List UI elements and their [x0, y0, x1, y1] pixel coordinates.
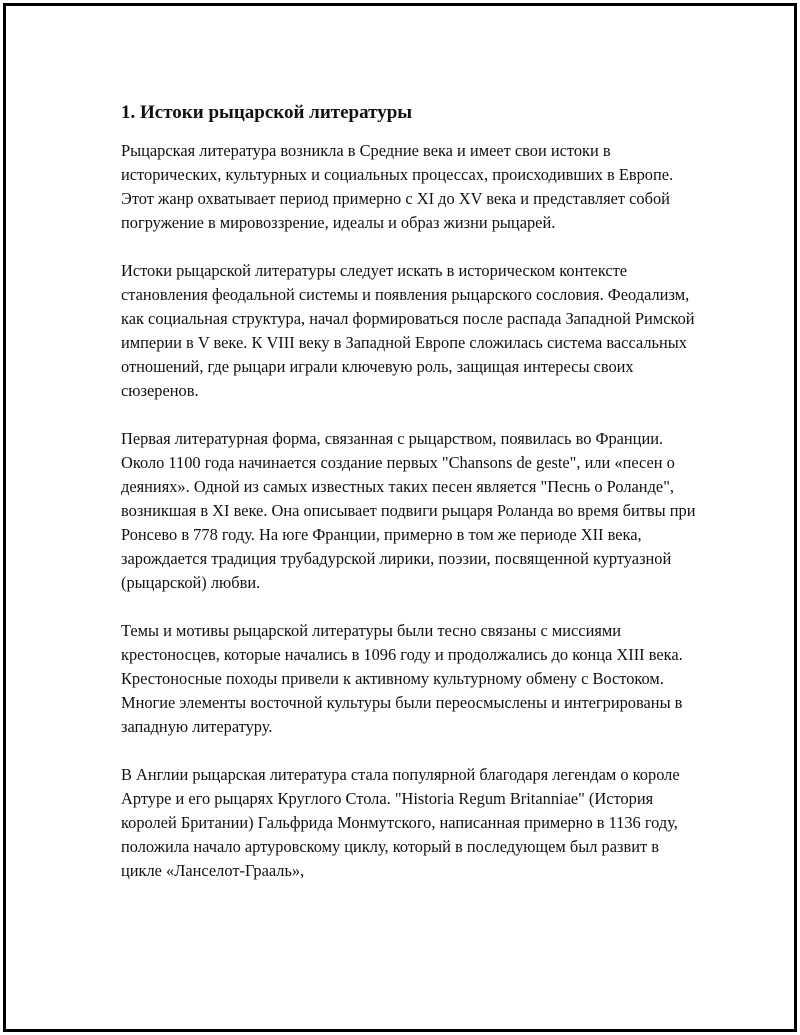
paragraph-1: Рыцарская литература возникла в Средние века и имеет свои истоки в исторических, культурных и социальных процессах, происходивших в Европе. Этот жанр охватывает период примерно с XI до XV века и представляет собой погружение в мировоззрение, идеалы и образ жизни рыцарей.	[121, 141, 674, 232]
paragraph-5: В Англии рыцарская литература стала популярной благодаря легендам о короле Артуре и его рыцарях Круглого Стола. "Historia Regum Britanniae" (История королей Британии) Гальфрида Монмутского, написанная примерно в 1136 году, положила начало артуровскому циклу, который в последующем был развит в цикле «Ланселот-Грааль»,	[121, 765, 680, 880]
paragraph-2: Истоки рыцарской литературы следует искать в историческом контексте становления феодальной системы и появления рыцарского сословия. Феодализм, как социальная структура, начал формироваться после распада Западной Римской империи в V веке. К VIII веку в Западной Европе сложилась система вассальных отношений, где рыцари играли ключевую роль, защищая интересы своих сюзеренов.	[121, 261, 695, 400]
page-frame	[3, 3, 797, 1032]
paragraph-3: Первая литературная форма, связанная с рыцарством, появилась во Франции. Около 1100 года начинается создание первых "Chansons de geste", или «песен о деяниях». Одной из самых известных таких песен является "Песнь о Роланде", возникшая в XI веке. Она описывает подвиги рыцаря Роланда во время битвы при Ронсево в 778 году. На юге Франции, примерно в том же периоде XII века, зарождается традиция трубадурской лирики, поэзии, посвященной куртуазной (рыцарской) любви.	[121, 429, 696, 592]
paragraph-4: Темы и мотивы рыцарской литературы были тесно связаны с миссиями крестоносцев, которые начались в 1096 году и продолжались до конца XIII века. Крестоносные походы привели к активному культурному обмену с Востоком. Многие элементы восточной культуры были переосмыслены и интегрированы в западную литературу.	[121, 621, 683, 736]
section-heading: 1. Истоки рыцарской литературы	[121, 102, 413, 123]
document-body	[121, 99, 696, 907]
